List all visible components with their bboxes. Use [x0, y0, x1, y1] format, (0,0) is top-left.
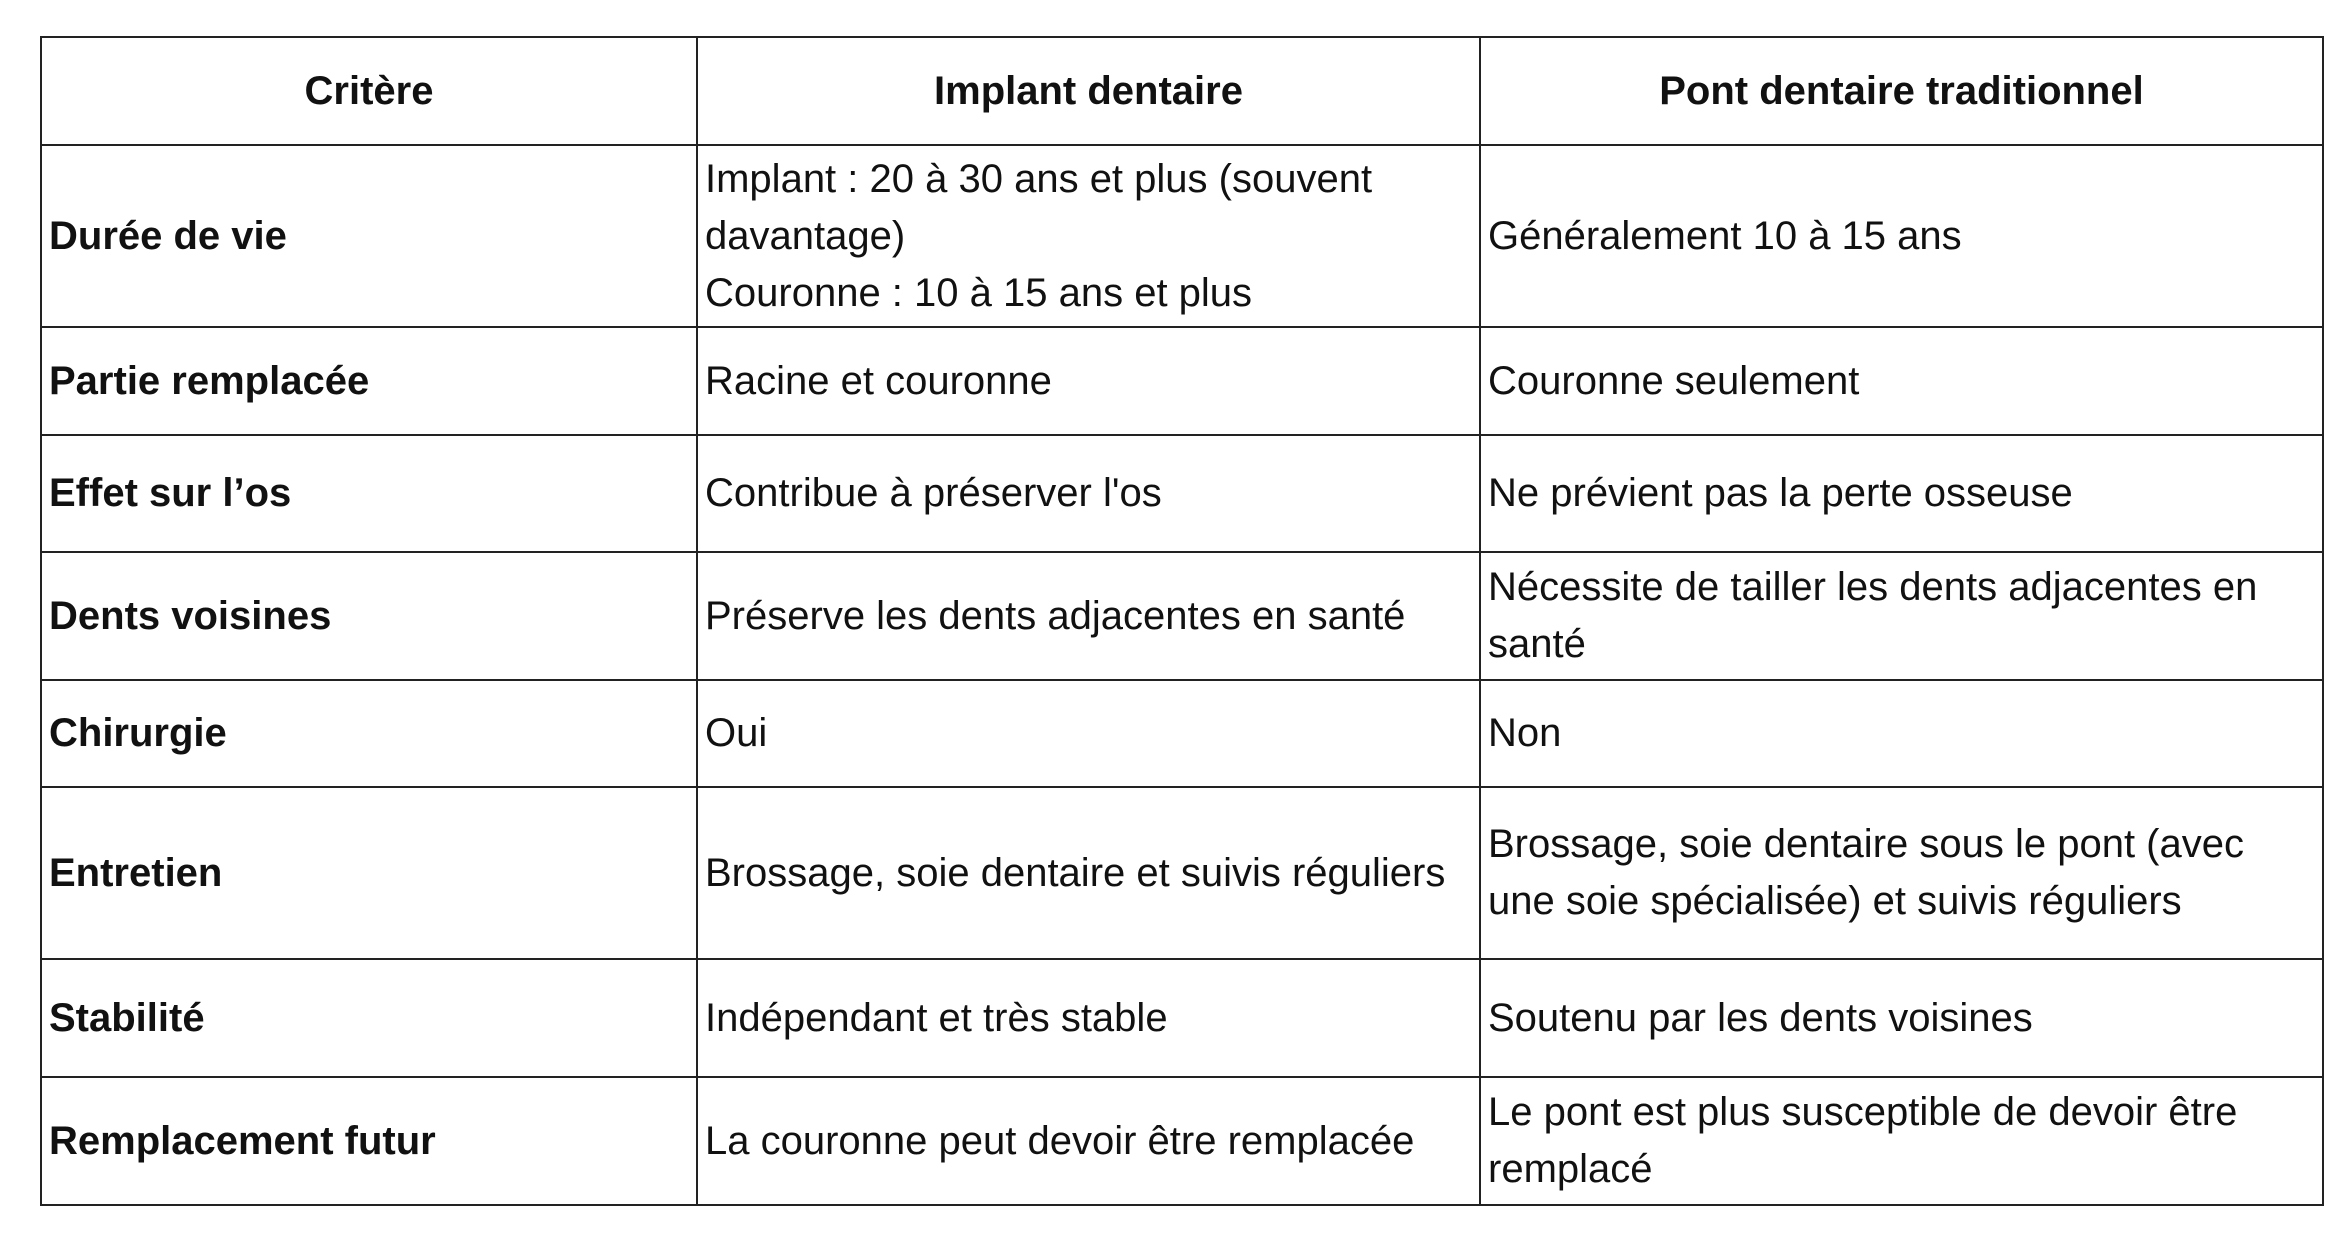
criterion-cell: Remplacement futur: [41, 1077, 697, 1205]
bridge-text: Le pont est plus susceptible de devoir être remplacé: [1488, 1090, 2238, 1191]
table-row: [41, 552, 2323, 680]
implant-text: Racine et couronne: [705, 358, 1052, 403]
implant-cell: [697, 552, 1480, 680]
implant-cell: [697, 787, 1480, 959]
implant-text: Implant : 20 à 30 ans et plus (souvent davantage): [705, 156, 1373, 258]
bridge-cell: [1480, 552, 2323, 680]
implant-cell: [697, 435, 1480, 552]
bridge-cell: [1480, 145, 2323, 327]
bridge-cell: [1480, 787, 2323, 959]
implant-cell: [697, 959, 1480, 1077]
implant-text: Oui: [705, 711, 768, 755]
implant-text: Couronne : 10 à 15 ans et plus: [705, 270, 1253, 315]
bridge-cell: [1480, 435, 2323, 552]
comparison-table: [40, 36, 2324, 1206]
bridge-cell: [1480, 327, 2323, 435]
header-row: [41, 37, 2323, 145]
bridge-text: Ne prévient pas la perte osseuse: [1488, 471, 2073, 515]
implant-text: Préserve les dents adjacentes en santé: [705, 593, 1406, 638]
table-row: [41, 1077, 2323, 1205]
bridge-text: Brossage, soie dentaire sous le pont (avec une soie spécialisée) et suivis réguliers: [1488, 822, 2244, 923]
implant-text: La couronne peut devoir être remplacée: [705, 1118, 1415, 1163]
bridge-cell: [1480, 959, 2323, 1077]
criterion-cell: Dents voisines: [41, 552, 697, 680]
table-row: [41, 959, 2323, 1077]
bridge-cell: [1480, 680, 2323, 787]
criterion-cell: Effet sur l’os: [41, 435, 697, 552]
table-row: [41, 145, 2323, 327]
table-body: [41, 145, 2323, 1205]
criterion-cell: Durée de vie: [41, 145, 697, 327]
bridge-text: Non: [1488, 711, 1562, 755]
table-row: [41, 680, 2323, 787]
implant-text: Brossage, soie dentaire et suivis réguliers: [705, 850, 1446, 895]
implant-cell: [697, 680, 1480, 787]
table-row: [41, 435, 2323, 552]
bridge-text: Soutenu par les dents voisines: [1488, 995, 2033, 1040]
implant-text: Indépendant et très stable: [705, 995, 1168, 1040]
header-bridge: Pont dentaire traditionnel: [1480, 37, 2323, 145]
criterion-cell: Chirurgie: [41, 680, 697, 787]
implant-text: Contribue à préserver l'os: [705, 471, 1162, 515]
implant-cell: [697, 145, 1480, 327]
bridge-cell: [1480, 1077, 2323, 1205]
bridge-text: Généralement 10 à 15 ans: [1488, 213, 1962, 258]
header-criterion: Critère: [41, 37, 697, 145]
table-row: [41, 787, 2323, 959]
table-row: [41, 327, 2323, 435]
implant-cell: [697, 327, 1480, 435]
table-header: [41, 37, 2323, 145]
header-implant: Implant dentaire: [697, 37, 1480, 145]
criterion-cell: Stabilité: [41, 959, 697, 1077]
criterion-cell: Entretien: [41, 787, 697, 959]
bridge-text: Couronne seulement: [1488, 358, 1860, 403]
bridge-text: Nécessite de tailler les dents adjacentes en santé: [1488, 565, 2258, 666]
criterion-cell: Partie remplacée: [41, 327, 697, 435]
implant-cell: [697, 1077, 1480, 1205]
